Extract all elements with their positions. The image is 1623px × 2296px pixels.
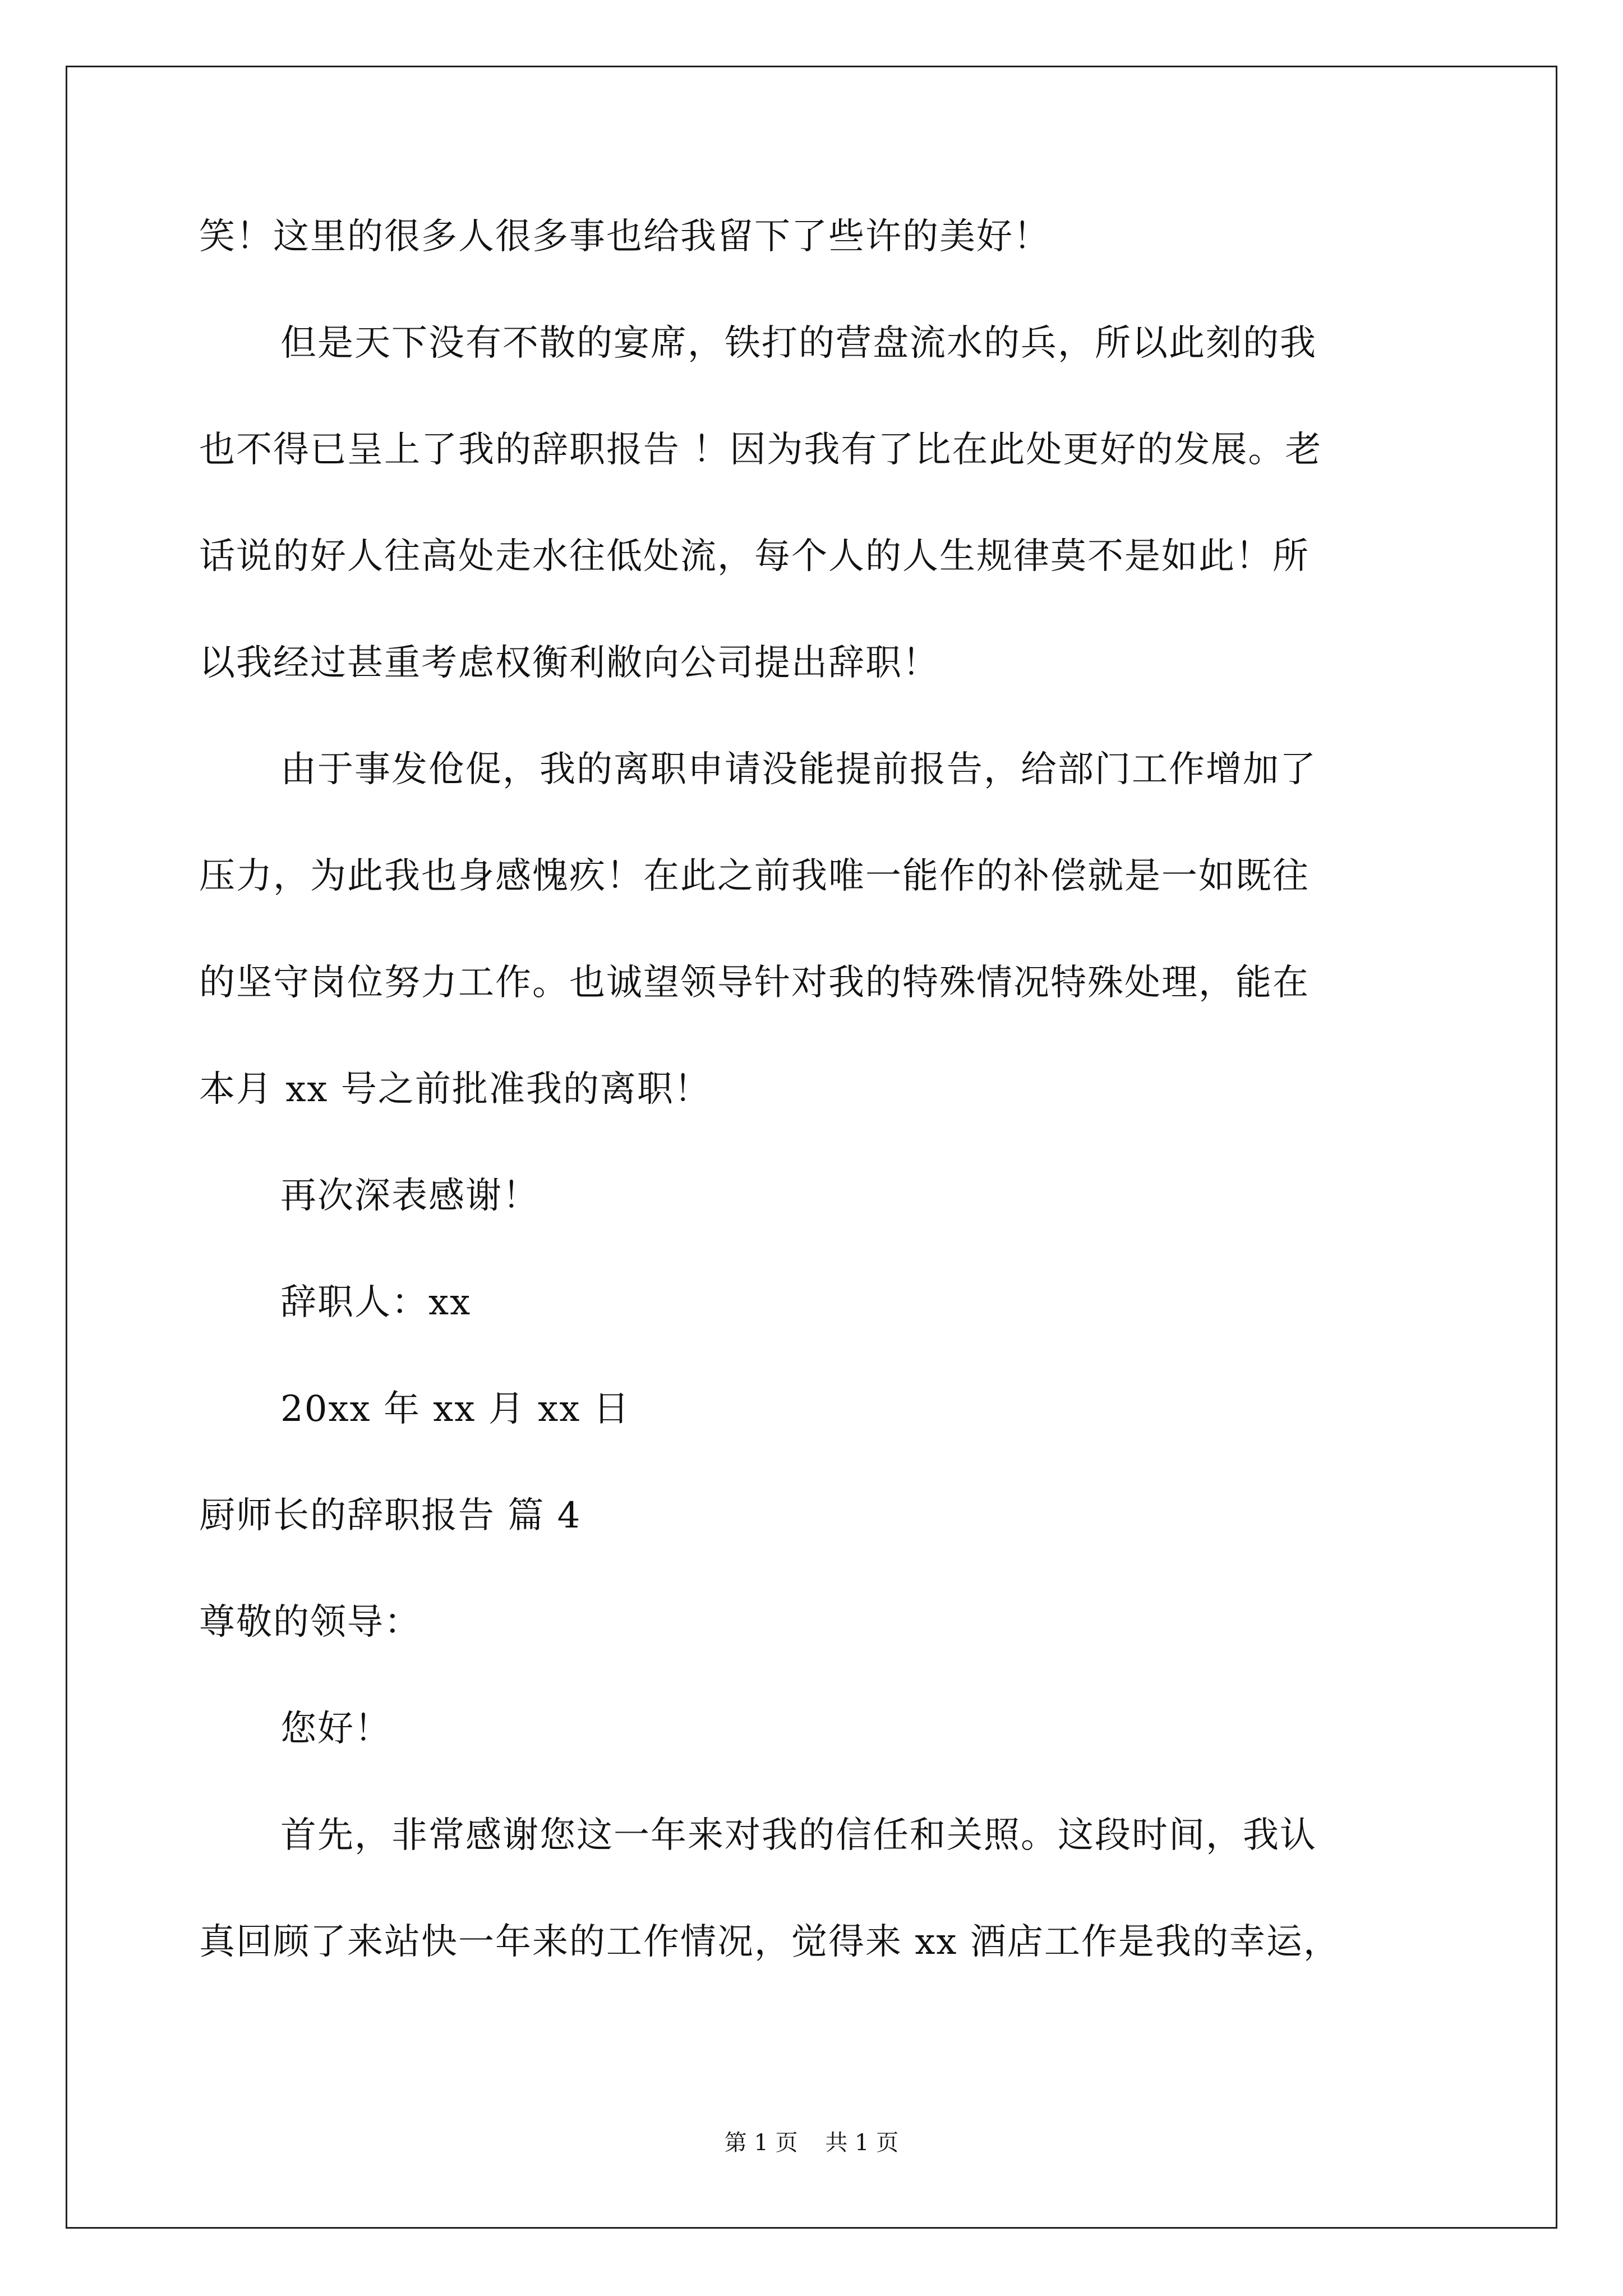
text-line: 由于事发伧促，我的离职申请没能提前报告，给部门工作增加了 [280,749,1317,790]
page-border [66,66,1557,2229]
text-line: 压力，为此我也身感愧疚！在此之前我唯一能作的补偿就是一如既往 [199,855,1310,897]
text-line: 真回顾了来站快一年来的工作情况，觉得来 xx 酒店工作是我的幸运， [199,1921,1340,1963]
text-line: 的坚守岗位努力工作。也诚望领导针对我的特殊情况特殊处理，能在 [199,962,1310,1004]
page-number: 第 1 页 [724,2130,798,2156]
page-footer [0,2129,1623,2157]
salutation: 尊敬的领导： [199,1602,421,1643]
text-line: 以我经过甚重考虑权衡利敝向公司提出辞职！ [199,642,939,684]
page-total: 共 1 页 [825,2130,899,2156]
text-line: 本月 xx 号之前批准我的离职！ [199,1069,711,1110]
text-line: 首先，非常感谢您这一年来对我的信任和关照。这段时间，我认 [280,1815,1317,1856]
signature-line: 辞职人：xx [280,1282,472,1323]
text-line: 再次深表感谢！ [280,1175,540,1217]
text-line: 笑！这里的很多人很多事也给我留下了些许的美好！ [199,216,1050,257]
greeting: 您好！ [280,1708,391,1750]
text-line: 但是天下没有不散的宴席，铁打的营盘流水的兵，所以此刻的我 [280,323,1317,364]
date-line: 20xx 年 xx 月 xx 日 [280,1388,630,1430]
text-line: 话说的好人往高处走水往低处流，每个人的人生规律莫不是如此！所 [199,536,1310,577]
section-heading: 厨师长的辞职报告 篇 4 [199,1495,582,1536]
text-line: 也不得已呈上了我的辞职报告 ！因为我有了比在此处更好的发展。老 [199,429,1322,471]
